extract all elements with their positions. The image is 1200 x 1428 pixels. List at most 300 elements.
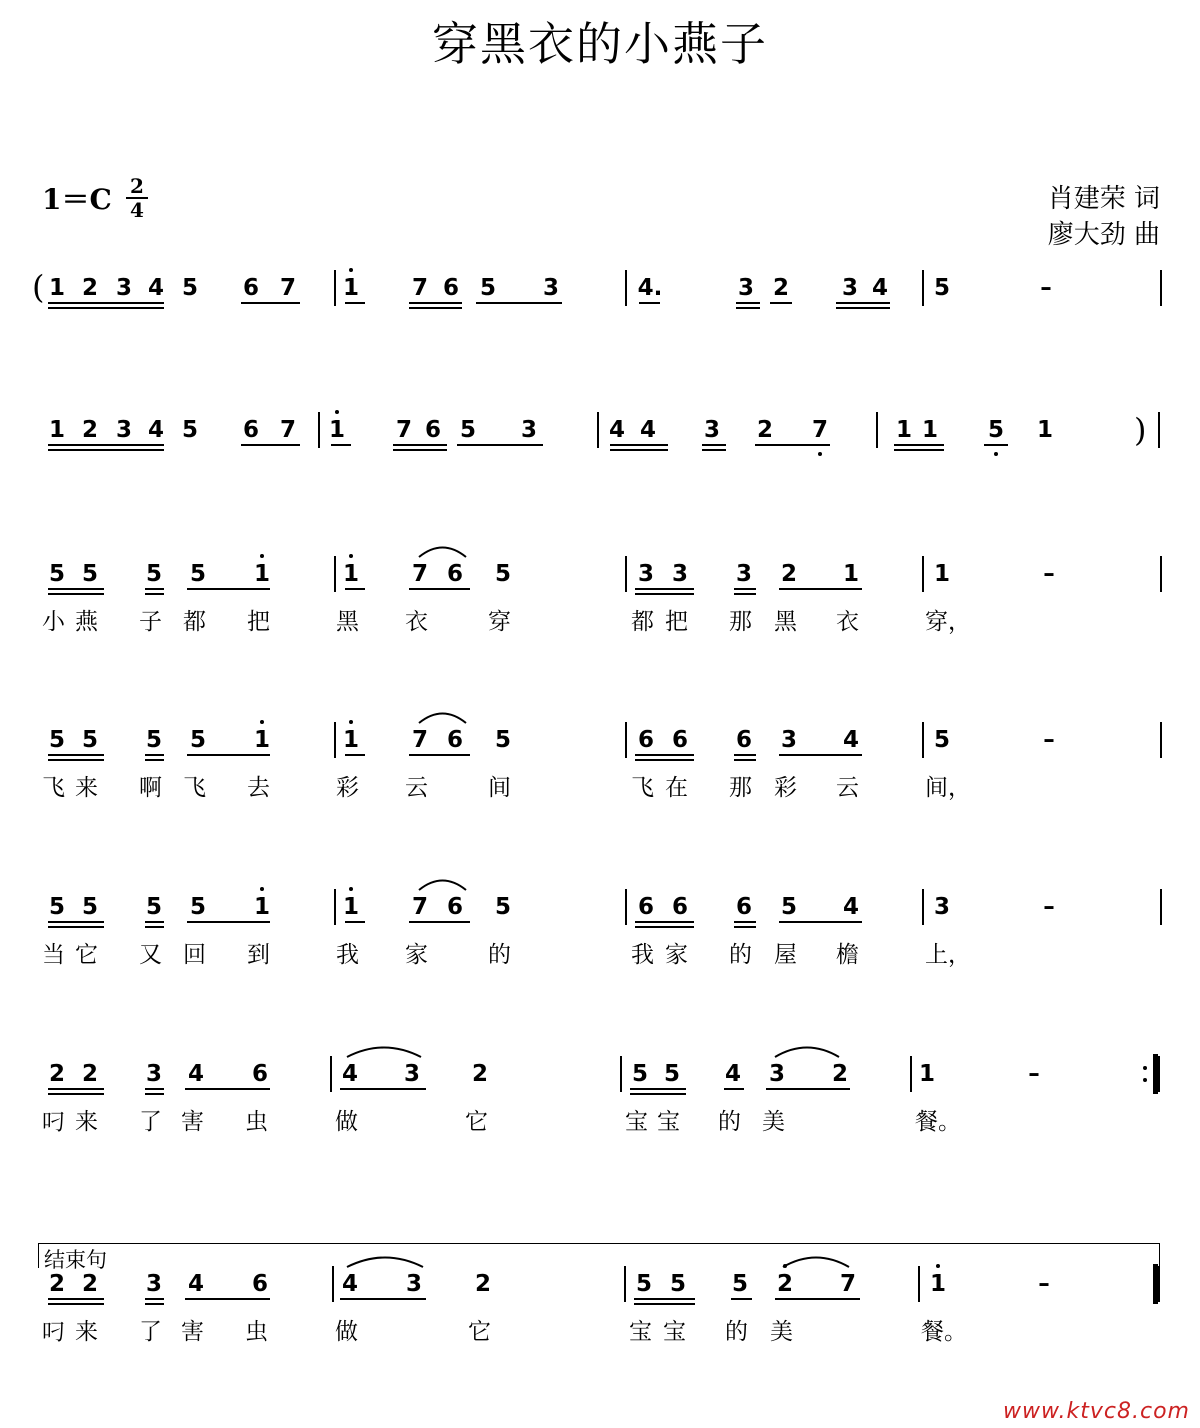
note: 4 [187, 1061, 204, 1087]
lyric: 穿， [925, 609, 971, 635]
note: 1 [253, 727, 270, 753]
barline [334, 270, 336, 306]
underline [145, 759, 164, 761]
lyric: 美 [770, 1319, 793, 1345]
note: – [1043, 727, 1055, 753]
underline [48, 1303, 104, 1305]
note: 7 [279, 417, 296, 443]
note: 1 [933, 561, 950, 587]
lyric: 间， [925, 775, 971, 801]
note: 6 [735, 727, 752, 753]
note: 5 [48, 894, 65, 920]
note: 4 [147, 417, 164, 443]
barline [922, 889, 924, 925]
lyric: 去 [247, 775, 270, 801]
barline [620, 1056, 622, 1092]
note: 3 [780, 727, 797, 753]
barline [1160, 556, 1162, 592]
note: 5 [189, 561, 206, 587]
underline [736, 307, 760, 309]
underline [775, 1298, 860, 1300]
underline [635, 593, 694, 595]
underline [734, 593, 756, 595]
lyric: 宝 [657, 1109, 680, 1135]
underline [48, 302, 164, 304]
lyric: 来 [75, 1319, 98, 1345]
note: 7 [811, 417, 828, 443]
lyric: 小 [42, 609, 65, 635]
octave-dot [260, 887, 264, 891]
barline [625, 722, 627, 758]
note: 4 [341, 1061, 358, 1087]
underline [724, 1088, 744, 1090]
note: 5 [494, 561, 511, 587]
lyric: 的 [488, 942, 511, 968]
note: 5 [81, 561, 98, 587]
note: – [1028, 1061, 1040, 1087]
ending-bracket [38, 1243, 1160, 1268]
underline [345, 921, 365, 923]
note: 1 [342, 727, 359, 753]
underline [635, 926, 694, 928]
lyric: 我 [631, 942, 654, 968]
note: 3 [405, 1271, 422, 1297]
underline [345, 588, 365, 590]
barline [876, 412, 878, 448]
octave-dot [260, 554, 264, 558]
lyric: 上， [925, 942, 971, 968]
note: 5 [145, 727, 162, 753]
underline [836, 307, 890, 309]
composer-credit: 廖大劲 曲 [1047, 220, 1160, 250]
underline [734, 754, 756, 756]
slur [418, 710, 467, 724]
lyric: 我 [336, 942, 359, 968]
note: 5 [494, 727, 511, 753]
lyric: 宝 [629, 1319, 652, 1345]
lyric: 它 [468, 1319, 491, 1345]
note: 7 [279, 275, 296, 301]
note: 4 [639, 417, 656, 443]
octave-dot [349, 887, 353, 891]
barline [318, 412, 320, 448]
note: – [1043, 561, 1055, 587]
underline [836, 302, 890, 304]
note: 1 [918, 1061, 935, 1087]
song-title: 穿黑衣的小燕子 [432, 17, 768, 71]
note: 6 [442, 275, 459, 301]
note: 3 [671, 561, 688, 587]
note: 1 [895, 417, 912, 443]
underline [48, 759, 104, 761]
note: 7 [411, 561, 428, 587]
note: 5 [181, 275, 198, 301]
underline [630, 1088, 686, 1090]
lyric: 那 [729, 609, 752, 635]
note: 5 [669, 1271, 686, 1297]
lyricist-credit: 肖建荣 词 [1047, 184, 1160, 214]
octave-dot [349, 268, 353, 272]
lyric: 檐 [836, 942, 859, 968]
barline [625, 556, 627, 592]
note: 5 [48, 727, 65, 753]
lyric: 害 [181, 1109, 204, 1135]
lyric: 来 [75, 775, 98, 801]
barline [1158, 1056, 1160, 1092]
note: 1 [929, 1271, 946, 1297]
slur [774, 1044, 840, 1058]
barline [334, 722, 336, 758]
underline [635, 759, 694, 761]
note: 6 [242, 417, 259, 443]
octave-dot [783, 1264, 787, 1268]
barline [922, 270, 924, 306]
note: 3 [737, 275, 754, 301]
underline [48, 926, 104, 928]
lyric: 黑 [336, 609, 359, 635]
underline [476, 302, 562, 304]
lyric: 到 [247, 942, 270, 968]
barline [625, 270, 627, 306]
lyric: 在 [665, 775, 688, 801]
note: 6 [637, 727, 654, 753]
note: 6 [251, 1061, 268, 1087]
barline [597, 412, 599, 448]
lyric: 穿 [488, 609, 511, 635]
note: 2 [48, 1061, 65, 1087]
note: 4 [842, 894, 859, 920]
barline [922, 556, 924, 592]
note: 6 [671, 894, 688, 920]
barline [1160, 889, 1162, 925]
underline [145, 593, 164, 595]
note: 5 [81, 727, 98, 753]
note: 5 [479, 275, 496, 301]
note: 4 [608, 417, 625, 443]
note: 5 [189, 894, 206, 920]
underline [734, 759, 756, 761]
lyric: 黑 [774, 609, 797, 635]
note: 3 [403, 1061, 420, 1087]
barline [1160, 722, 1162, 758]
lyric: 都 [183, 609, 206, 635]
lyric: 把 [247, 609, 270, 635]
barline [334, 556, 336, 592]
note: 3 [145, 1061, 162, 1087]
underline [48, 449, 164, 451]
lyric: 餐。 [921, 1319, 967, 1345]
underline [145, 588, 164, 590]
note: 6 [242, 275, 259, 301]
barline [1158, 1266, 1160, 1302]
underline [187, 754, 270, 756]
lyric: 它 [465, 1109, 488, 1135]
lyric: 啊 [139, 775, 162, 801]
lyric: 间 [488, 775, 511, 801]
underline [187, 588, 270, 590]
octave-dot [994, 452, 998, 456]
note: 1 [48, 417, 65, 443]
repeat-dot [1143, 1066, 1147, 1070]
lyric: 虫 [245, 1319, 268, 1345]
note: 4 [341, 1271, 358, 1297]
note: 5 [494, 894, 511, 920]
note: 2 [48, 1271, 65, 1297]
key-signature: 1＝C [42, 183, 112, 216]
lyric: 那 [729, 775, 752, 801]
note: 7 [395, 417, 412, 443]
note: 1 [1036, 417, 1053, 443]
underline [48, 593, 104, 595]
underline [145, 921, 164, 923]
note: 5 [145, 561, 162, 587]
note: 2 [81, 417, 98, 443]
note: 1 [342, 561, 359, 587]
lyric: 了 [139, 1109, 162, 1135]
note: 3 [115, 417, 132, 443]
underline [48, 921, 104, 923]
note: 4 [724, 1061, 741, 1087]
lyric: 家 [665, 942, 688, 968]
underline [48, 444, 164, 446]
barline [330, 1056, 332, 1092]
repeat-dot [1143, 1078, 1147, 1082]
lyric: 云 [836, 775, 859, 801]
barline [918, 1266, 920, 1302]
lyric: 衣 [836, 609, 859, 635]
note: 6 [251, 1271, 268, 1297]
slur [346, 1044, 422, 1058]
barline [334, 889, 336, 925]
underline [734, 926, 756, 928]
note: 2 [81, 1271, 98, 1297]
note: 3 [637, 561, 654, 587]
underline [340, 1088, 426, 1090]
underline [409, 754, 470, 756]
underline [409, 302, 462, 304]
slur [346, 1254, 424, 1268]
time-signature-top: 2 [130, 174, 144, 198]
barline [625, 889, 627, 925]
lyric: 宝 [625, 1109, 648, 1135]
underline [779, 588, 862, 590]
underline [145, 1298, 164, 1300]
note: 2 [776, 1271, 793, 1297]
underline [702, 449, 726, 451]
note: 3 [841, 275, 858, 301]
lyric: 餐。 [915, 1109, 961, 1135]
lyric: 叼 [42, 1319, 65, 1345]
note: 1 [842, 561, 859, 587]
underline [145, 926, 164, 928]
underline [635, 921, 694, 923]
note: 1 [253, 894, 270, 920]
underline [770, 302, 792, 304]
underline [145, 1093, 164, 1095]
note: 5 [780, 894, 797, 920]
lyric: 飞 [183, 775, 206, 801]
lyric: 燕 [75, 609, 98, 635]
underline [610, 444, 668, 446]
underline [48, 588, 104, 590]
underline [145, 1088, 164, 1090]
underline [48, 1088, 104, 1090]
underline [894, 444, 944, 446]
slur [782, 1254, 850, 1268]
note: 1 [48, 275, 65, 301]
lyric: 害 [181, 1319, 204, 1345]
octave-dot [349, 720, 353, 724]
time-signature-bottom: 4 [130, 198, 144, 222]
lyric: 的 [725, 1319, 748, 1345]
lyric: 飞 [631, 775, 654, 801]
lyric: 把 [665, 609, 688, 635]
note: 5 [189, 727, 206, 753]
underline [984, 444, 1008, 446]
note: 2 [772, 275, 789, 301]
underline [634, 1298, 695, 1300]
ending-label: 结束句 [44, 1248, 107, 1272]
lyric: 屋 [774, 942, 797, 968]
note: 7 [411, 727, 428, 753]
note: 3 [933, 894, 950, 920]
lyric: 做 [335, 1319, 358, 1345]
note: 3 [115, 275, 132, 301]
lyric: 的 [718, 1109, 741, 1135]
note: 7 [411, 275, 428, 301]
note: 6 [637, 894, 654, 920]
note: 6 [446, 894, 463, 920]
note: 6 [446, 727, 463, 753]
underline [185, 1298, 270, 1300]
note: 7 [839, 1271, 856, 1297]
open-parenthesis: ( [32, 268, 45, 306]
note: 6 [424, 417, 441, 443]
underline [345, 302, 365, 304]
note: 1 [342, 894, 359, 920]
repeat-thick-bar [1153, 1054, 1158, 1094]
lyric: 云 [405, 775, 428, 801]
note: 5 [631, 1061, 648, 1087]
final-thick-bar [1153, 1264, 1158, 1304]
barline [922, 722, 924, 758]
note: 1 [921, 417, 938, 443]
underline [48, 754, 104, 756]
underline [48, 1093, 104, 1095]
note: 4 [187, 1271, 204, 1297]
note: 4 [842, 727, 859, 753]
lyric: 它 [75, 942, 98, 968]
underline [393, 444, 447, 446]
underline [779, 754, 862, 756]
lyric: 宝 [663, 1319, 686, 1345]
note: 3 [520, 417, 537, 443]
note: 5 [933, 275, 950, 301]
underline [187, 921, 270, 923]
note: 7 [411, 894, 428, 920]
lyric: 来 [75, 1109, 98, 1135]
underline [731, 1298, 752, 1300]
octave-dot [936, 1264, 940, 1268]
note: 2 [81, 275, 98, 301]
note: 6 [446, 561, 463, 587]
octave-dot [818, 452, 822, 456]
underline [185, 1088, 270, 1090]
note: 2 [756, 417, 773, 443]
note: 2 [474, 1271, 491, 1297]
underline [340, 1298, 426, 1300]
close-parenthesis: ) [1134, 411, 1147, 449]
note: 2 [780, 561, 797, 587]
underline [766, 1088, 850, 1090]
note: 5 [731, 1271, 748, 1297]
slur [418, 877, 467, 891]
underline [635, 754, 694, 756]
lyric: 叼 [42, 1109, 65, 1135]
underline [48, 307, 164, 309]
note: 5 [663, 1061, 680, 1087]
note: 5 [933, 727, 950, 753]
barline [1158, 412, 1160, 448]
octave-dot [335, 410, 339, 414]
note: 2 [81, 1061, 98, 1087]
lyric: 家 [405, 942, 428, 968]
note: 4. [637, 275, 663, 301]
note: 6 [735, 894, 752, 920]
note: 3 [768, 1061, 785, 1087]
underline [145, 754, 164, 756]
octave-dot [260, 720, 264, 724]
underline [241, 302, 300, 304]
note: 3 [703, 417, 720, 443]
note: 5 [987, 417, 1004, 443]
lyric: 了 [139, 1319, 162, 1345]
note: – [1040, 275, 1052, 301]
note: 2 [471, 1061, 488, 1087]
lyric: 彩 [774, 775, 797, 801]
underline [779, 921, 862, 923]
underline [702, 444, 726, 446]
lyric: 做 [335, 1109, 358, 1135]
barline [332, 1266, 334, 1302]
underline [393, 449, 447, 451]
underline [610, 449, 668, 451]
underline [634, 1303, 695, 1305]
underline [331, 444, 351, 446]
lyric: 的 [729, 942, 752, 968]
underline [755, 444, 830, 446]
barline [1160, 270, 1162, 306]
note: 3 [542, 275, 559, 301]
lyric: 虫 [245, 1109, 268, 1135]
lyric: 美 [762, 1109, 785, 1135]
lyric: 飞 [42, 775, 65, 801]
underline [457, 444, 543, 446]
lyric: 彩 [336, 775, 359, 801]
watermark: www.ktvc8.com [1002, 1399, 1190, 1424]
underline [630, 1093, 686, 1095]
note: 1 [253, 561, 270, 587]
note: 4 [871, 275, 888, 301]
note: 4 [147, 275, 164, 301]
lyric: 衣 [405, 609, 428, 635]
underline [639, 302, 660, 304]
note: 5 [145, 894, 162, 920]
note: 5 [181, 417, 198, 443]
underline [734, 588, 756, 590]
slur [418, 544, 467, 558]
note: 1 [342, 275, 359, 301]
